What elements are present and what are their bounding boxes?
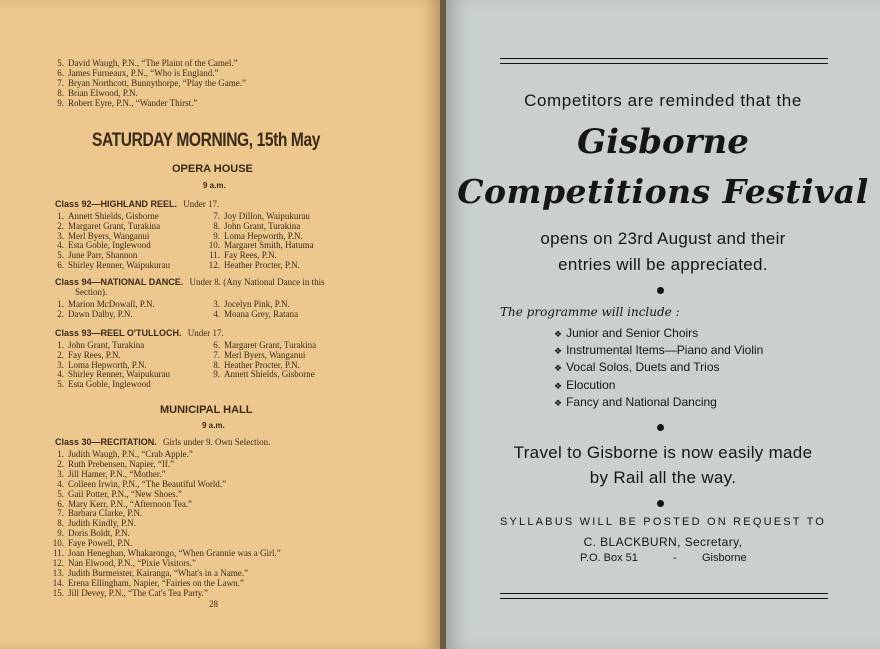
entry-number: 5.	[57, 58, 64, 68]
time-opera-house: 9 a.m.	[203, 181, 226, 190]
class30-entry	[52, 558, 196, 568]
programme-item	[554, 360, 720, 375]
entry-text: Robert Eyre, P.N., “Wander Thirst.”	[68, 98, 198, 108]
class93-entry	[208, 350, 305, 360]
entry-text: Loma Hepworth, P.N.	[68, 359, 147, 370]
class94-entry	[208, 309, 298, 319]
class93-entry	[52, 369, 170, 379]
entry-text: Margaret Smith, Hatuma	[224, 240, 314, 251]
ornament-bullet-icon: ❖	[554, 397, 563, 408]
class30-entry	[52, 528, 130, 538]
class30-entry	[52, 508, 142, 518]
class92-name: Class 92—HIGHLAND REEL.	[55, 199, 178, 209]
class93-name: Class 93—REEL O'TULLOCH.	[55, 328, 182, 338]
page-number: 28	[209, 599, 218, 609]
entry-number: 15.	[52, 587, 64, 598]
entry-number: 1.	[57, 340, 64, 350]
class30-entry	[52, 469, 166, 479]
entry-text: Colleen Irwin, P.N., “The Beautiful World.”	[68, 478, 227, 489]
festival-title-gisborne: Gisborne	[577, 122, 749, 162]
entry-text: Mary Kerr, P.N., “Afternoon Tea.”	[68, 498, 193, 509]
bullet-dot-2	[657, 424, 664, 431]
entry-number: 10.	[52, 538, 64, 549]
class93-entry	[208, 360, 300, 370]
class92-entry	[52, 240, 151, 250]
programme-item-label: Junior and Senior Choirs	[566, 326, 699, 340]
entry-text: Judith Burmeister, Kairanga, “What's in a Name.”	[68, 567, 248, 578]
entry-number: 9.	[213, 369, 220, 380]
entry-text: Joan Heneghan, Whakarongo, “When Grannie was a Girl.”	[68, 548, 281, 558]
entry-text: Judith Kindly, P.N.	[68, 518, 137, 529]
right-page	[446, 0, 880, 649]
class93-entry	[208, 340, 316, 350]
entry-text: Fay Rees, P.N.	[68, 349, 121, 360]
class30-title	[55, 437, 270, 447]
entry-number: 6.	[57, 260, 64, 270]
top-rule-1	[500, 58, 828, 59]
entry-text: Loma Hepworth, P.N.	[224, 230, 303, 241]
class92-entry	[52, 211, 159, 221]
class30-entry	[52, 548, 281, 558]
venue-municipal-hall: MUNICIPAL HALL	[160, 404, 253, 416]
entry-number: 1.	[57, 449, 64, 459]
programme-item	[554, 395, 717, 410]
class93-sub: Under 17.	[187, 328, 224, 338]
intro-entry	[52, 58, 238, 68]
entry-text: James Furneaux, P.N., “Who is England.”	[68, 68, 219, 78]
entry-number: 2.	[57, 309, 64, 319]
entry-text: David Waugh, P.N., “The Plaint of the Camel.”	[68, 58, 238, 68]
entry-number: 8.	[213, 359, 220, 370]
programme-item	[554, 378, 615, 393]
programme-item	[554, 343, 763, 358]
ornament-bullet-icon: ❖	[554, 363, 563, 374]
entries-line: entries will be appreciated.	[558, 255, 768, 274]
programme-intro: The programme will include :	[500, 305, 680, 319]
entry-number: 4.	[57, 240, 64, 251]
entry-text: Shirley Renner, Waipukurau	[68, 260, 170, 270]
class92-sub: Under 17.	[183, 199, 220, 209]
po-box: P.O. Box 51	[580, 552, 638, 564]
entry-number: 12.	[52, 557, 64, 568]
bullet-dot-1	[657, 287, 664, 294]
entry-text: Doris Boldt, P.N.	[68, 528, 130, 539]
class92-entry	[208, 250, 277, 260]
class92-entry	[208, 211, 310, 221]
bullet-dot-3	[657, 500, 664, 507]
entry-text: Merl Byers, Wanganui	[224, 349, 306, 360]
class92-entry	[52, 250, 137, 260]
entry-number: 8.	[57, 518, 64, 529]
intro-entry	[52, 78, 246, 88]
class92-entry	[52, 260, 170, 270]
travel-line-2: by Rail all the way.	[589, 468, 737, 487]
entry-text: Jill Hamer, P.N., “Mother.”	[68, 468, 166, 479]
entry-text: Margaret Grant, Turakina	[224, 340, 317, 350]
ornament-bullet-icon: ❖	[554, 329, 563, 339]
entry-text: Moana Grey, Ratana	[224, 309, 299, 319]
entry-number: 1.	[57, 211, 64, 221]
entry-number: 1.	[57, 299, 64, 309]
intro-entry	[52, 98, 197, 108]
class93-entry	[208, 369, 315, 379]
entry-text: John Grant, Turakina	[224, 220, 301, 231]
top-rule-2	[500, 63, 828, 64]
entry-number: 2.	[57, 458, 64, 469]
class92-entry	[208, 221, 300, 231]
time-municipal-hall: 9 a.m.	[202, 421, 225, 430]
entry-number: 7.	[57, 78, 64, 88]
entry-text: Erena Ellingham, Napier, “Fairies on the Lawn.”	[68, 577, 244, 588]
entry-text: Annett Shields, Gisborne	[224, 369, 315, 380]
class92-entry	[208, 260, 300, 270]
class30-entry	[52, 538, 132, 548]
programme-item-label: Elocution	[566, 377, 616, 392]
entry-text: June Parr, Shannon	[68, 250, 138, 261]
entry-number: 3.	[57, 468, 64, 479]
programme-item	[554, 326, 698, 341]
entry-number: 11.	[53, 548, 64, 558]
entry-number: 4.	[213, 309, 220, 319]
entry-text: Annett Shields, Gisborne	[68, 211, 159, 221]
entry-text: Judith Waugh, P.N., “Crab Apple.”	[68, 449, 193, 459]
entry-number: 12.	[208, 260, 220, 270]
intro-entry	[52, 88, 138, 98]
intro-entry	[52, 68, 218, 78]
class30-entry	[52, 568, 248, 578]
festival-title-competitions: Competitions Festival	[457, 172, 869, 211]
programme-item-label: Vocal Solos, Duets and Trios	[566, 360, 720, 375]
class92-entry	[52, 221, 160, 231]
class92-entry	[208, 240, 314, 250]
class30-entry	[52, 479, 226, 489]
entry-text: Jill Devey, P.N., “The Cat's Tea Party.”	[68, 587, 208, 598]
entry-text: Dawn Dalby, P.N.	[68, 309, 133, 319]
entry-number: 9.	[57, 528, 64, 539]
class92-entry	[52, 231, 149, 241]
entry-number: 7.	[57, 508, 64, 519]
entry-number: 10.	[208, 240, 220, 251]
entry-number: 3.	[213, 299, 220, 309]
saturday-heading: SATURDAY MORNING, 15th May	[92, 130, 320, 151]
class30-entry	[52, 578, 244, 588]
class94-entry	[52, 309, 133, 319]
class94-name: Class 94—NATIONAL DANCE.	[55, 277, 184, 287]
class93-entry	[52, 360, 147, 370]
class30-sub: Girls under 9. Own Selection.	[162, 437, 271, 447]
entry-text: Jocelyn Pink, P.N.	[224, 299, 290, 309]
class94-entry	[52, 299, 155, 309]
class93-entry	[52, 350, 121, 360]
entry-number: 11.	[209, 250, 220, 261]
entry-text: Shirley Renner, Waipukurau	[68, 369, 170, 380]
ornament-bullet-icon: ❖	[554, 380, 563, 391]
entry-number: 3.	[57, 230, 64, 241]
class94-entry	[208, 299, 290, 309]
class30-name: Class 30—RECITATION.	[55, 437, 157, 447]
class30-entry	[52, 499, 192, 509]
programme-item-label: Fancy and National Dancing	[566, 394, 717, 409]
entry-text: Ruth Prebensen, Napier, “If.”	[68, 458, 175, 469]
opens-line: opens on 23rd August and their	[540, 229, 786, 248]
class30-entry	[52, 518, 136, 528]
entry-text: Merl Byers, Wanganui	[68, 230, 150, 241]
entry-text: Heather Procter, P.N.	[224, 359, 300, 370]
entry-number: 7.	[213, 211, 220, 221]
entry-number: 4.	[57, 478, 64, 489]
entry-number: 3.	[57, 359, 64, 370]
entry-text: Marion McDowall, P.N.	[68, 299, 155, 309]
class93-entry	[52, 340, 144, 350]
entry-number: 5.	[57, 250, 64, 261]
class94-sub2: Section).	[75, 287, 108, 297]
entry-text: Brian Elwood, P.N.	[68, 88, 138, 98]
entry-number: 13.	[52, 567, 64, 578]
entry-text: Faye Powell, P.N.	[68, 538, 133, 549]
bottom-rule-2	[500, 598, 828, 599]
entry-text: Fay Rees, P.N.	[224, 250, 277, 261]
entry-number: 8.	[213, 220, 220, 231]
entry-number: 9.	[57, 98, 64, 108]
entry-number: 6.	[213, 340, 220, 350]
entry-number: 6.	[57, 498, 64, 509]
class30-entry	[52, 449, 193, 459]
bottom-rule-1	[500, 593, 828, 594]
entry-text: Esta Goble, Inglewood	[68, 240, 151, 251]
entry-text: Bryan Northcott, Bunnythorpe, “Play the Game.”	[68, 78, 246, 88]
entry-number: 5.	[57, 488, 64, 499]
entry-number: 9.	[213, 230, 220, 241]
reminder-line: Competitors are reminded that the	[524, 91, 802, 110]
entry-text: Margaret Grant, Turakina	[68, 220, 161, 231]
class30-entry	[52, 489, 182, 499]
entry-text: John Grant, Turakina	[68, 340, 145, 350]
class93-entry	[52, 379, 151, 389]
entry-text: Nan Elwood, P.N., “Pixie Visitors.”	[68, 557, 197, 568]
entry-text: Gail Potter, P.N., “New Shoes.”	[68, 488, 182, 499]
entry-number: 4.	[57, 369, 64, 380]
entry-text: Heather Procter, P.N.	[224, 260, 300, 270]
class93-title	[55, 328, 224, 338]
entry-number: 2.	[57, 220, 64, 231]
entry-number: 7.	[213, 349, 220, 360]
class94-title	[55, 277, 325, 287]
class92-title	[55, 199, 219, 209]
entry-text: Esta Goble, Inglewood	[68, 379, 151, 390]
venue-opera-house: OPERA HOUSE	[172, 163, 253, 175]
secretary-line: C. BLACKBURN, Secretary,	[583, 535, 743, 549]
entry-number: 5.	[57, 379, 64, 390]
class92-entry	[208, 231, 303, 241]
entry-text: Barbara Clarke, P.N.	[68, 508, 143, 519]
travel-line-1: Travel to Gisborne is now easily made	[513, 443, 813, 462]
programme-item-label: Instrumental Items—Piano and Violin	[566, 343, 764, 358]
entry-number: 14.	[52, 577, 64, 588]
entry-text: Joy Dillon, Waipukurau	[224, 211, 310, 221]
town: Gisborne	[702, 552, 747, 564]
address-dash: -	[673, 552, 677, 564]
ornament-bullet-icon: ❖	[554, 346, 563, 357]
class94-sub: Under 8. (Any National Dance in this	[189, 277, 325, 287]
entry-number: 6.	[57, 68, 64, 78]
entry-number: 8.	[57, 88, 64, 98]
class30-entry	[52, 459, 174, 469]
syllabus-line: SYLLABUS WILL BE POSTED ON REQUEST TO	[499, 516, 827, 528]
entry-number: 2.	[57, 349, 64, 360]
class30-entry	[52, 588, 208, 598]
